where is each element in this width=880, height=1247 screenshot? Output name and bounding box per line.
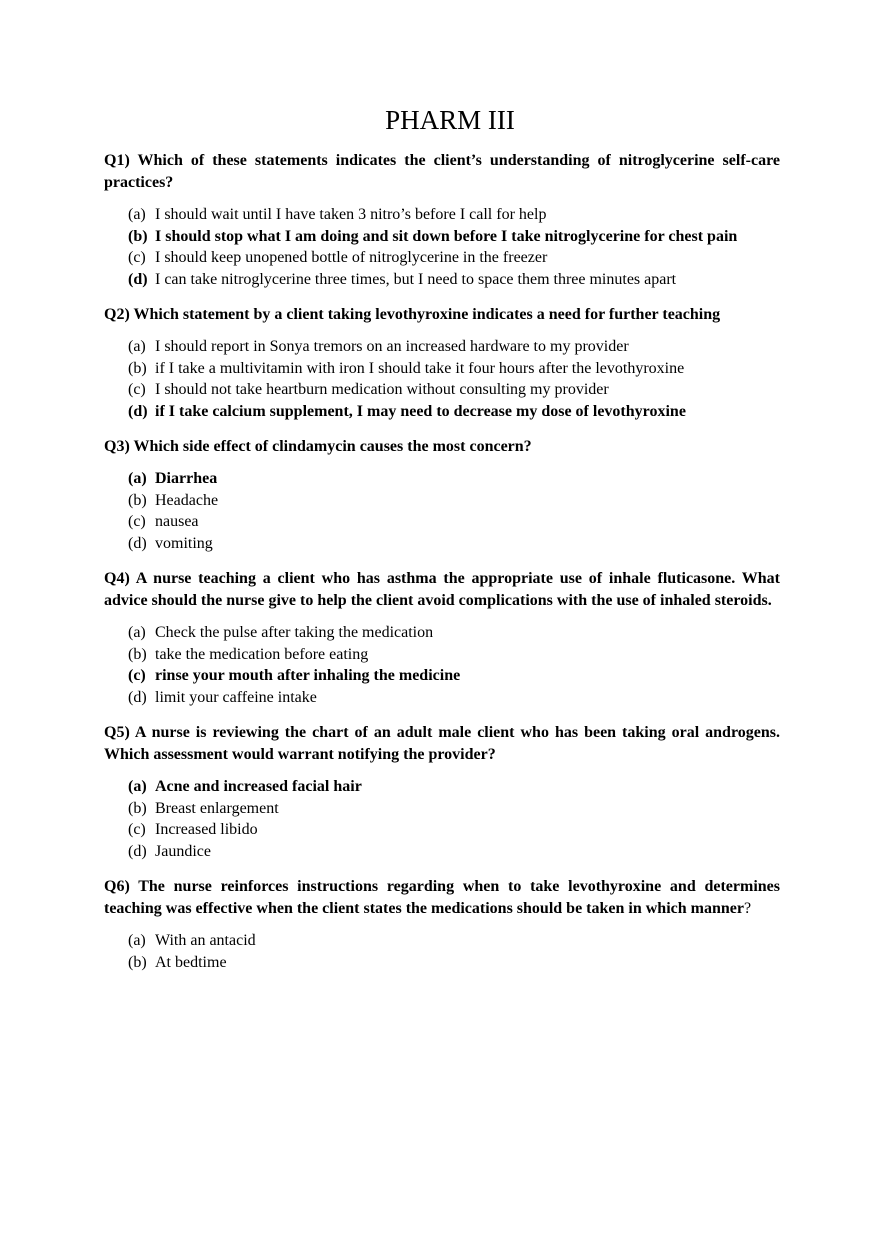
question-5 (104, 722, 780, 862)
answer-option (128, 952, 780, 974)
option-letter: (c) (128, 249, 146, 266)
page-title: PHARM III (385, 105, 515, 135)
answer-option (128, 511, 780, 533)
option-letter: (b) (128, 799, 147, 817)
option-letter: (a) (128, 470, 147, 487)
option-letter: (a) (128, 778, 147, 795)
question-3 (104, 436, 780, 554)
question-text (104, 436, 780, 458)
answer-option (128, 226, 780, 248)
option-text: I should keep unopened bottle of nitroglycerine in the freezer (155, 249, 548, 266)
answer-option (128, 336, 780, 358)
option-text: Breast enlargement (155, 799, 279, 817)
question-number: Q4) (104, 570, 130, 587)
option-letter: (c) (128, 667, 146, 684)
option-list (104, 776, 780, 862)
answer-option (128, 687, 780, 709)
answer-option (128, 930, 780, 952)
answer-option (128, 379, 780, 401)
option-text: I can take nitroglycerine three times, but I need to space them three minutes apart (155, 270, 677, 288)
option-letter: (d) (128, 534, 147, 552)
option-letter: (b) (128, 227, 148, 245)
answer-option (128, 358, 780, 380)
option-text: Check the pulse after taking the medication (155, 624, 434, 641)
question-stem: The nurse reinforces instructions regarding when to take levothyroxine and determines teaching was effective when the client states the medications should be taken in which manner (104, 878, 780, 917)
option-letter: (d) (128, 270, 148, 288)
question-stem: Which side effect of clindamycin causes the most concern? (133, 438, 532, 455)
question-text (104, 722, 780, 766)
answer-option (128, 533, 780, 555)
question-number: Q5) (104, 724, 130, 741)
answer-option (128, 204, 780, 226)
option-list (104, 622, 780, 708)
option-text: Headache (155, 491, 219, 509)
option-text: I should wait until I have taken 3 nitro’s before I call for help (155, 206, 547, 223)
option-text: rinse your mouth after inhaling the medicine (155, 667, 461, 684)
option-text: I should not take heartburn medication without consulting my provider (155, 381, 609, 398)
option-letter: (b) (128, 953, 147, 971)
question-1 (104, 150, 780, 290)
answer-option (128, 247, 780, 269)
option-text: Increased libido (155, 821, 258, 838)
option-text: Diarrhea (155, 470, 218, 487)
option-letter: (c) (128, 513, 146, 530)
option-list (104, 930, 780, 973)
question-text (104, 568, 780, 612)
question-stem: A nurse teaching a client who has asthma the appropriate use of inhale fluticasone. What advice should the nurse give to help the client avoid complications with the use of inhaled steroids. (104, 570, 781, 609)
answer-option (128, 622, 780, 644)
option-text: take the medication before eating (155, 645, 369, 663)
option-letter: (a) (128, 624, 146, 641)
question-number: Q1) (104, 152, 130, 169)
answer-option (128, 468, 780, 490)
question-suffix: ? (743, 900, 752, 917)
option-text: Acne and increased facial hair (155, 778, 362, 795)
question-number: Q2) (104, 306, 130, 323)
answer-option (128, 269, 780, 291)
answer-option (128, 401, 780, 423)
option-letter: (c) (128, 381, 146, 398)
question-6 (104, 876, 780, 973)
question-list (104, 150, 780, 973)
option-text: if I take calcium supplement, I may need to decrease my dose of levothyroxine (155, 402, 686, 420)
option-text: I should report in Sonya tremors on an increased hardware to my provider (155, 338, 629, 355)
answer-option (128, 776, 780, 798)
option-letter: (d) (128, 688, 147, 706)
option-letter: (b) (128, 491, 147, 509)
answer-option (128, 665, 780, 687)
option-text: limit your caffeine intake (155, 688, 317, 706)
option-letter: (d) (128, 402, 148, 420)
question-text (104, 150, 780, 194)
option-list (104, 204, 780, 290)
answer-option (128, 798, 780, 820)
question-stem: Which statement by a client taking levothyroxine indicates a need for further teaching (133, 306, 721, 323)
option-text: At bedtime (155, 953, 227, 971)
option-letter: (a) (128, 338, 146, 355)
option-list (104, 336, 780, 422)
option-letter: (c) (128, 821, 146, 838)
option-text: I should stop what I am doing and sit down before I take nitroglycerine for chest pain (155, 227, 738, 245)
option-letter: (a) (128, 932, 146, 949)
question-text (104, 304, 780, 326)
answer-option (128, 819, 780, 841)
answer-option (128, 490, 780, 512)
question-2 (104, 304, 780, 422)
option-letter: (b) (128, 645, 147, 663)
question-number: Q3) (104, 438, 130, 455)
option-letter: (b) (128, 359, 147, 377)
question-text (104, 876, 780, 920)
answer-option (128, 841, 780, 863)
question-4 (104, 568, 780, 708)
answer-option (128, 644, 780, 666)
option-letter: (a) (128, 206, 146, 223)
option-text: if I take a multivitamin with iron I should take it four hours after the levothyroxine (155, 359, 685, 377)
option-letter: (d) (128, 842, 147, 860)
question-stem: Which of these statements indicates the client’s understanding of nitroglycerine self-care practices? (104, 152, 780, 191)
option-text: vomiting (155, 534, 213, 552)
option-list (104, 468, 780, 554)
question-stem: A nurse is reviewing the chart of an adult male client who has been taking oral androgens. Which assessment would warrant notifying the provider? (104, 724, 780, 763)
option-text: nausea (155, 513, 199, 530)
question-number: Q6) (104, 878, 130, 895)
option-text: With an antacid (155, 932, 256, 949)
option-text: Jaundice (155, 842, 211, 860)
